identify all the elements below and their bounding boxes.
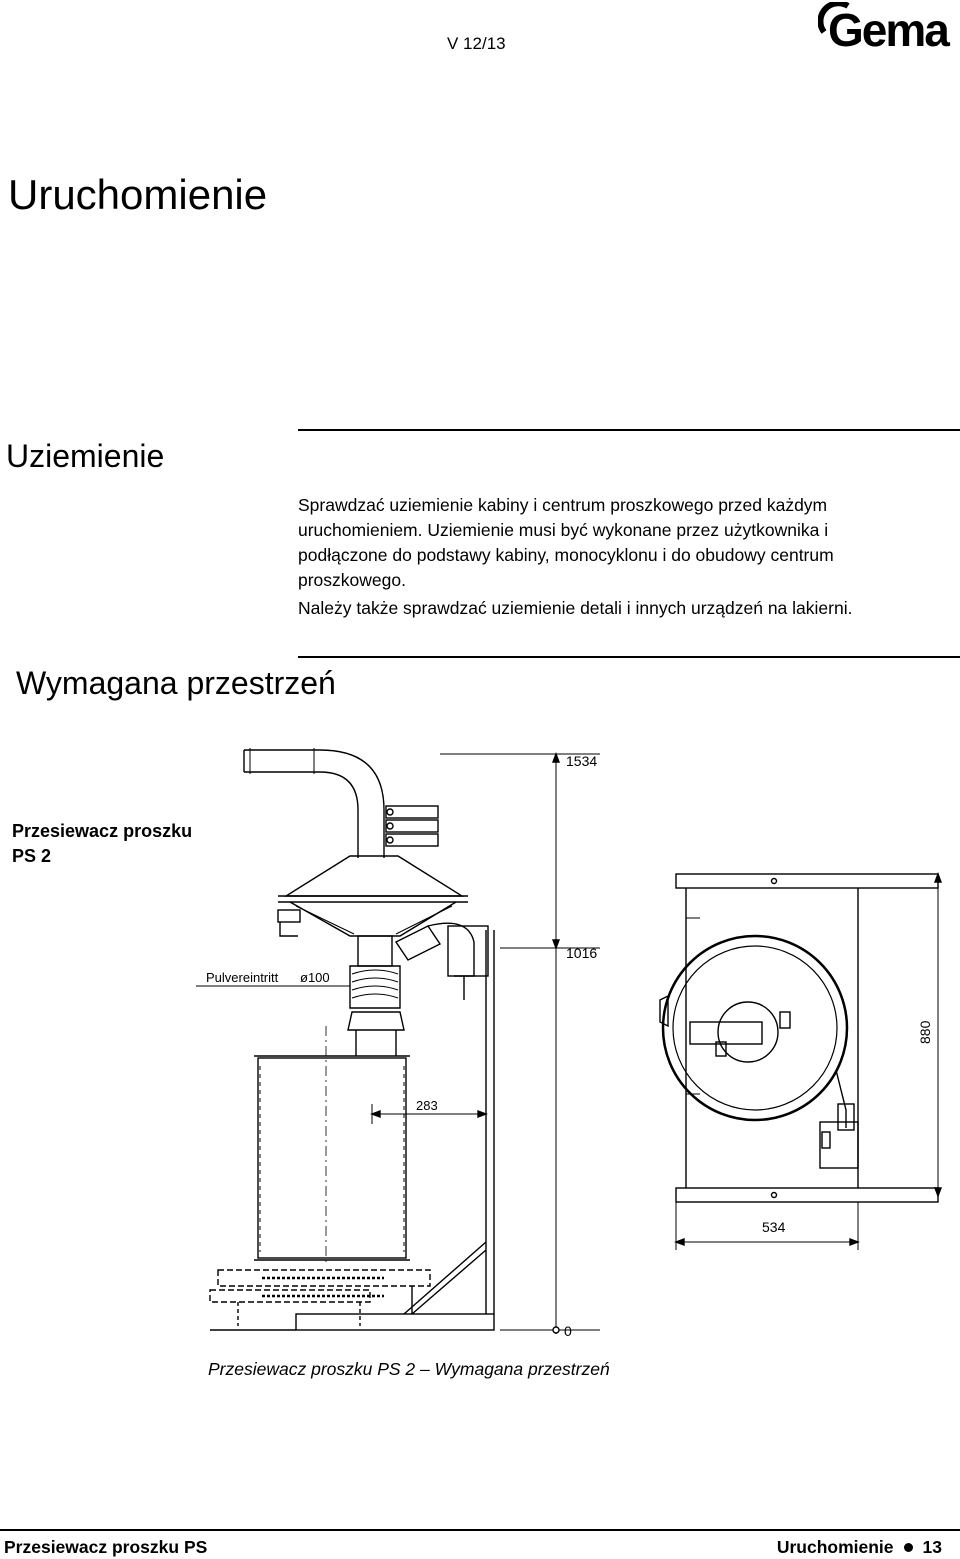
footer-chapter-label: Uruchomienie (776, 1537, 894, 1557)
dim-880-label: 880 (917, 1020, 933, 1044)
top-view (660, 874, 938, 1202)
gema-logo (818, 2, 960, 56)
grounding-paragraph (298, 493, 948, 593)
drawing-caption: Przesiewacz proszku PS 2 – Wymagana przestrzeń (208, 1359, 610, 1379)
footer-page-info (777, 1537, 942, 1558)
side-label-line: PS 2 (12, 846, 52, 866)
dim-1016-label: 1016 (566, 945, 598, 961)
technical-drawing (0, 730, 960, 1350)
version-label: V 12/13 (447, 34, 506, 53)
inlet-label: Pulvereintritt (206, 970, 279, 985)
footer-document-title: Przesiewacz proszku PS (4, 1537, 208, 1557)
powder-container (254, 1026, 410, 1266)
bullet-icon (904, 1543, 913, 1552)
side-label-line: Przesiewacz proszku (12, 821, 193, 841)
inlet-pipe (244, 748, 384, 858)
section-heading-space: Wymagana przestrzeń (16, 665, 336, 701)
page-title: Uruchomienie (8, 171, 268, 218)
dimension-283 (372, 1098, 486, 1124)
section-rule-grounding (298, 429, 960, 431)
trolley-base (210, 1270, 430, 1330)
dim-0-label: 0 (564, 1323, 572, 1339)
height-dimension (440, 753, 600, 1339)
paragraph-line: podłączone do podstawy kabiny, monocyklonu i do obudowy centrum (298, 545, 834, 565)
page-number: 13 (922, 1537, 942, 1557)
dimension-880 (917, 874, 941, 1196)
footer-rule (0, 1529, 960, 1531)
inlet-diameter: ø100 (300, 970, 330, 985)
dim-283-label: 283 (416, 1098, 438, 1113)
paragraph-line: uruchomieniem. Uziemienie musi być wykonane przez użytkownika i (298, 520, 829, 540)
grounding-note: Należy także sprawdzać uziemienie detali i innych urządzeń na lakierni. (298, 598, 853, 618)
logo-text: Gema (828, 4, 948, 56)
paragraph-line: Sprawdzać uziemienie kabiny i centrum proszkowego przed każdym (298, 495, 828, 515)
section-rule-space (298, 656, 960, 658)
vibrator-motor (396, 923, 488, 1000)
dim-534-label: 534 (762, 1219, 786, 1235)
side-handle (278, 910, 300, 936)
section-heading-grounding: Uziemienie (6, 438, 165, 474)
dimension-534 (676, 1202, 858, 1250)
pipe-clamps (386, 806, 438, 846)
paragraph-line: proszkowego. (298, 570, 406, 590)
dim-1534-label: 1534 (566, 753, 598, 769)
sieve-neck (348, 936, 404, 1030)
